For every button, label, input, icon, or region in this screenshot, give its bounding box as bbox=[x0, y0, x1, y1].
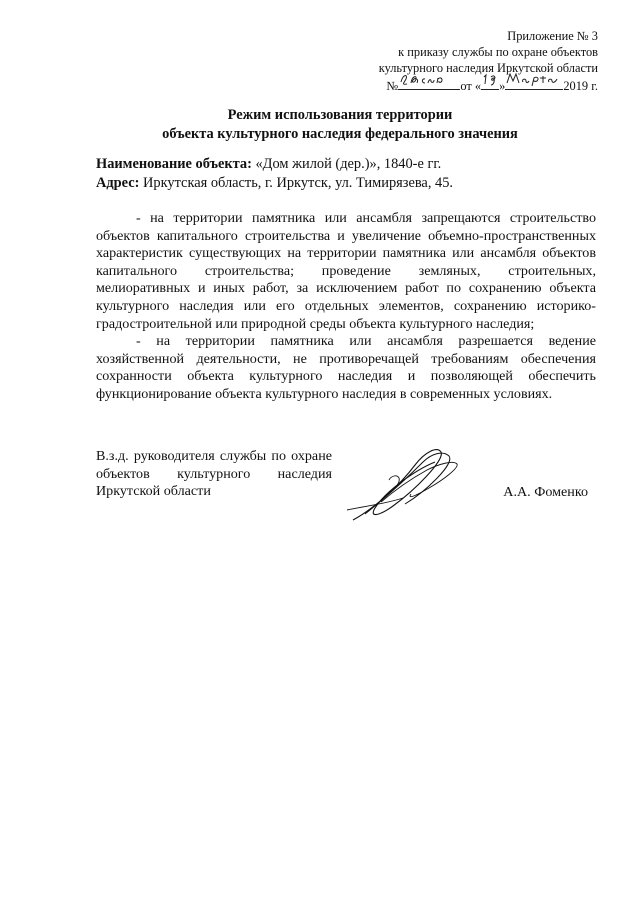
handwritten-month-icon bbox=[505, 70, 563, 88]
signer-name: А.А. Фоменко bbox=[503, 484, 588, 500]
object-name-value: «Дом жилой (дер.)», 1840-е гг. bbox=[251, 156, 442, 172]
appendix-number: Приложение № 3 bbox=[507, 29, 598, 43]
handwritten-day-icon bbox=[481, 70, 499, 88]
order-date-day-handwritten bbox=[481, 76, 499, 90]
object-name-row bbox=[96, 155, 596, 174]
regime-permissions: - на территории памятника или ансамбля разрешается ведение хозяйственной деятельности, не противоречащей требованиям обеспечения сохранности объекта культурного наследия и позволяющей обеспечить функционирование объекта культурного наследия в современных условиях. bbox=[96, 333, 596, 402]
title-line-1: Режим использования территории bbox=[227, 107, 453, 123]
order-number-handwritten bbox=[398, 76, 460, 90]
regime-prohibitions: - на территории памятника или ансамбля запрещаются строительство объектов капитального строительства и увеличение объемно-пространственных характеристик существующих на территории памятника или ансамбля объектов капитального строительства; проведение земляных, строительных, мелиоративных и иных работ, за исключением работ по сохранению объекта культурного наследия или его отдельных элементов, сохранению историко-градостроительной или природной среды объекта культурного наследия; bbox=[96, 210, 596, 332]
order-number-prefix: № bbox=[386, 79, 399, 93]
regime-body bbox=[96, 210, 596, 404]
document-title bbox=[40, 106, 640, 143]
order-date-year: 2019 г. bbox=[563, 79, 598, 93]
order-date-from: от « bbox=[460, 79, 482, 93]
object-name-label: Наименование объекта: bbox=[96, 156, 252, 172]
title-line-2: объекта культурного наследия федерального значения bbox=[162, 125, 518, 142]
order-date-month-handwritten bbox=[505, 76, 563, 90]
appendix-authority: культурного наследия Иркутской области bbox=[378, 61, 598, 75]
appendix-order-ref: к приказу службы по охране объектов bbox=[398, 45, 598, 59]
object-info bbox=[96, 155, 596, 192]
object-address-value: Иркутская область, г. Иркутск, ул. Тимирязева, 45. bbox=[139, 174, 454, 191]
appendix-header bbox=[298, 28, 598, 94]
object-address-label: Адрес: bbox=[96, 174, 140, 191]
signature-icon bbox=[345, 440, 465, 529]
handwritten-number-icon bbox=[398, 70, 460, 88]
signer-position: В.з.д. руководителя службы по охране объектов культурного наследия Иркутской области bbox=[96, 448, 332, 500]
order-number-date bbox=[298, 76, 598, 94]
object-address-row bbox=[96, 174, 596, 193]
order-date-close: » bbox=[499, 79, 506, 93]
